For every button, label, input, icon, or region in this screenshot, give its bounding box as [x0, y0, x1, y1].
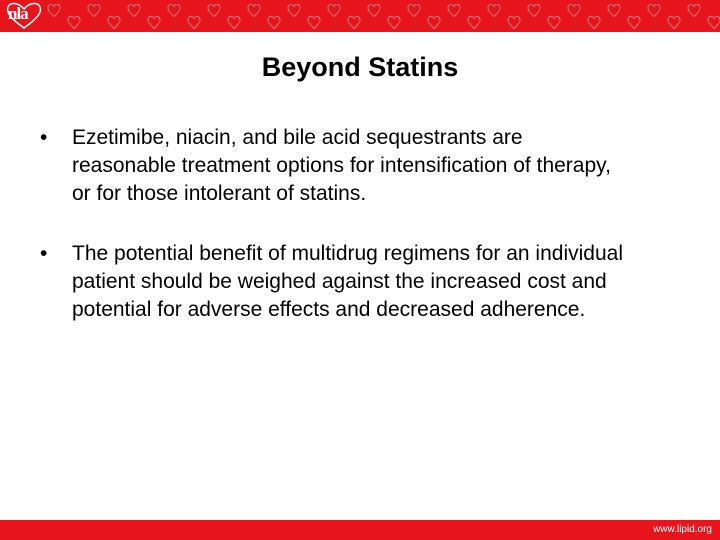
heart-icon [108, 16, 120, 29]
heart-icon [708, 16, 720, 29]
heart-icon [608, 4, 620, 17]
heart-icon [208, 4, 220, 17]
bullet-text: The potential benefit of multidrug regimens for an individual patient should be weighed against the increased cost and potential for adverse effects and decreased adherence. [72, 242, 623, 321]
heart-icon [388, 16, 400, 29]
bullet-item [30, 240, 630, 324]
heart-icon [508, 16, 520, 29]
heart-icon [428, 16, 440, 29]
heart-icon [648, 4, 660, 17]
bullet-marker: • [40, 242, 48, 265]
heart-icon [268, 16, 280, 29]
heart-icon [248, 4, 260, 17]
logo-text: nla [8, 4, 28, 23]
heart-icon [88, 4, 100, 17]
footer-url: www.lipid.org [653, 524, 712, 535]
heart-icon [228, 16, 240, 29]
bullet-text: Ezetimibe, niacin, and bile acid sequestrants are reasonable treatment options for intensification of therapy, or for those intolerant of statins. [72, 126, 611, 205]
heart-icon [348, 16, 360, 29]
heart-icon [68, 16, 80, 29]
slide-title: Beyond Statins [261, 52, 459, 82]
bullet-marker: • [40, 126, 48, 149]
heart-icon [588, 16, 600, 29]
heart-icon [328, 4, 340, 17]
heart-icon [168, 4, 180, 17]
heart-icon [488, 4, 500, 17]
bullet-item [30, 124, 630, 208]
heart-icon [528, 4, 540, 17]
footer-banner [0, 520, 720, 540]
heart-icon [688, 4, 700, 17]
heart-icon [288, 4, 300, 17]
heart-icon [368, 4, 380, 17]
heart-icon [148, 16, 160, 29]
heart-icon [628, 16, 640, 29]
heart-icon [668, 16, 680, 29]
heart-icon [408, 4, 420, 17]
header-banner [0, 0, 720, 32]
heart-icon [548, 16, 560, 29]
heart-icon [468, 16, 480, 29]
heart-icon [448, 4, 460, 17]
heart-icon [188, 16, 200, 29]
heart-pattern-icon [0, 0, 720, 32]
heart-icon [308, 16, 320, 29]
heart-icon [128, 4, 140, 17]
bullet-list [30, 124, 630, 356]
heart-icon [568, 4, 580, 17]
heart-icon [48, 4, 60, 17]
